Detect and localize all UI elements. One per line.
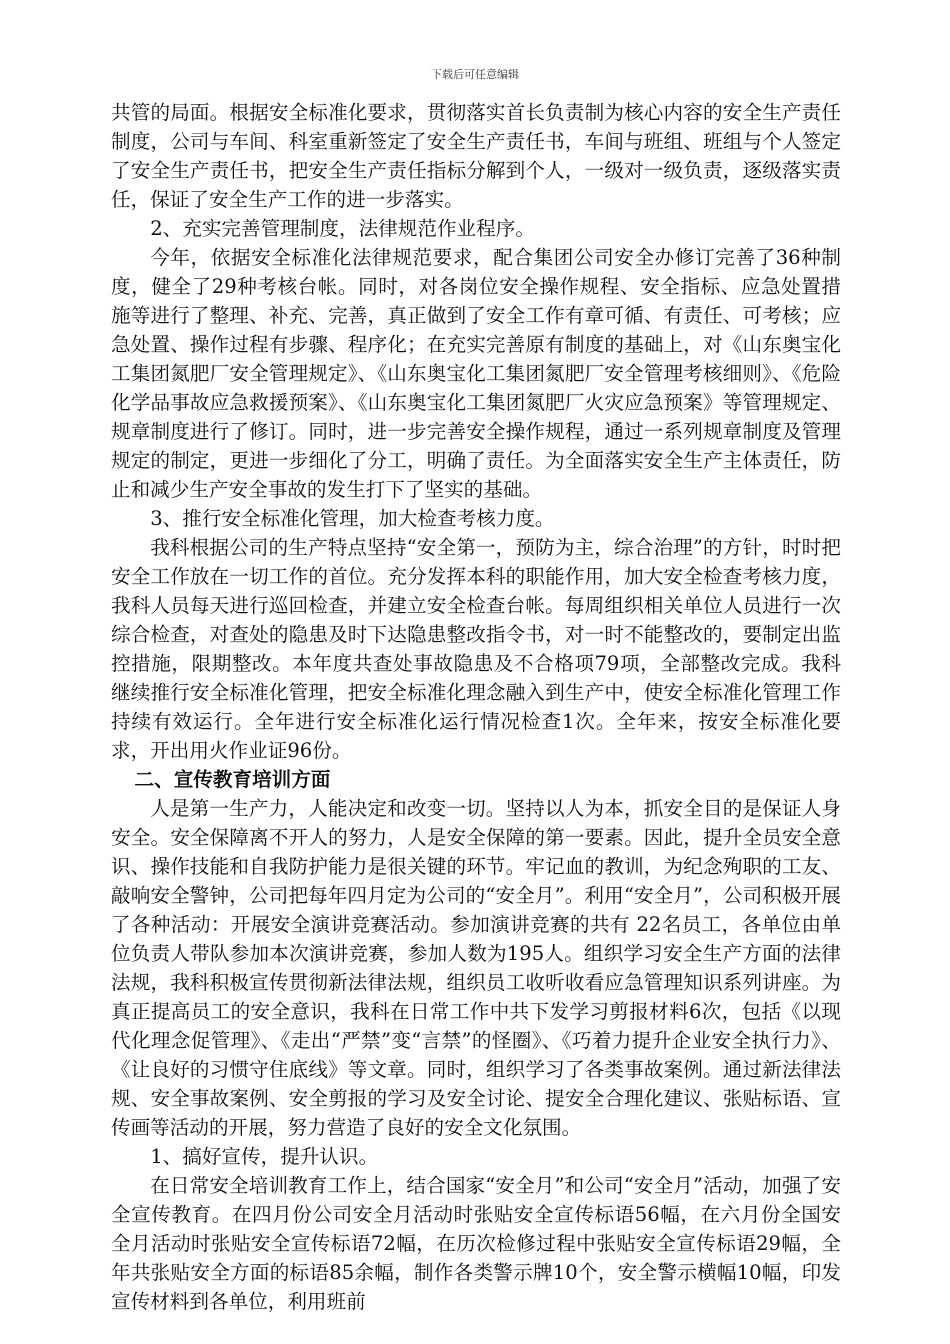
subheading-management-system: 2、充实完善管理制度，法律规范作业程序。 — [150, 217, 535, 240]
page-header: 下载后可任意编辑 — [431, 68, 519, 81]
paragraph-education: 人是第一生产力，人能决定和改变一切。坚持以人为本，抓安全目的是保证人身安全。安全保障离不开人的努力，人是安全保障的第一要素。因此，提升全员安全意识、操作技能和自我防护能力是很关键的环节。牢记血的教训，为纪念殉职的工友、敲响安全警钟，公司把每年四月定为公司的“安全月”。利用“安全月”，公司积极开展了各种活动：开展安全演讲竞赛活动。参加演讲竞赛的共有 22名员工，各单位由单位负责人带队参加本次演讲竞赛，参加人数为195人。组织学习安全生产方面的法律法规，我科积极宣传贯彻新法律法规，组织员工收听收看应急管理知识系列讲座。为真正提高员工的安全意识，我科在日常工作中共下发学习剪报材料6次，包括《以现代化理念促管理》、《走出“严禁”变“言禁”的怪圈》、《巧着力提升企业安全执行力》、《让良好的习惯守住底线》等文章。同时，组织学习了各类事故案例。通过新法律法规、安全事故案例、安全剪报的学习及安全讨论、提安全合理化建议、张贴标语、宣传画等活动的开展，努力营造了良好的安全文化氛围。 — [111, 797, 841, 1139]
subheading-standardization: 3、推行安全标准化管理，加大检查考核力度。 — [150, 507, 555, 530]
subheading-publicity: 1、搞好宣传，提升认识。 — [150, 1145, 379, 1168]
paragraph-responsibility-system: 共管的局面。根据安全标准化要求，贯彻落实首长负责制为核心内容的安全生产责任制度，公司与车间、科室重新签定了安全生产责任书，车间与班组、班组与个人签定了安全生产责任书，把安全生产责任指标分解到个人，一级对一级负责，逐级落实责任，保证了安全生产工作的进一步落实。 — [111, 101, 841, 211]
paragraph-standardization: 我科根据公司的生产特点坚持“安全第一，预防为主，综合治理”的方针，时时把安全工作放在一切工作的首位。充分发挥本科的职能作用，加大安全检查考核力度，我科人员每天进行巡回检查，并建立安全检查台帐。每周组织相关单位人员进行一次综合检查，对查处的隐患及时下达隐患整改指令书，对一时不能整改的，要制定出监控措施，限期整改。本年度共查处事故隐患及不合格项79项，全部整改完成。我科继续推行安全标准化管理，把安全标准化理念融入到生产中，使安全标准化管理工作持续有效运行。全年进行安全标准化运行情况检查1次。全年来，按安全标准化要求，开出用火作业证96份。 — [111, 536, 841, 762]
paragraph-management-system: 今年，依据安全标准化法律规范要求，配合集团公司安全办修订完善了36种制度，健全了29种考核台帐。同时，对各岗位安全操作规程、安全指标、应急处置措施等进行了整理、补充、完善，真正做到了安全工作有章可循、有责任、可考核；应急处置、操作过程有步骤、程序化；在充实完善原有制度的基础上，对《山东奥宝化工集团氮肥厂安全管理规定》、《山东奥宝化工集团氮肥厂安全管理考核细则》、《危险化学品事故应急救援预案》、《山东奥宝化工集团氮肥厂火灾应急预案》等管理规定、规章制度进行了修订。同时，进一步完善安全操作规程，通过一系列规章制度及管理规定的制定，更进一步细化了分工，明确了责任。为全面落实安全生产主体责任，防止和减少生产安全事故的发生打下了坚实的基础。 — [111, 246, 841, 501]
document-body — [111, 98, 841, 1316]
paragraph-publicity: 在日常安全培训教育工作上，结合国家“安全月”和公司“安全月”活动，加强了安全宣传教育。在四月份公司安全月活动时张贴安全宣传标语56幅，在六月份全国安全月活动时张贴安全宣传标语72幅，在历次检修过程中张贴安全宣传标语29幅，全年共张贴安全方面的标语85余幅，制作各类警示牌10个，安全警示横幅10幅，印发宣传材料到各单位，利用班前 — [111, 1174, 841, 1313]
section-heading-education: 二、宣传教育培训方面 — [134, 768, 331, 791]
